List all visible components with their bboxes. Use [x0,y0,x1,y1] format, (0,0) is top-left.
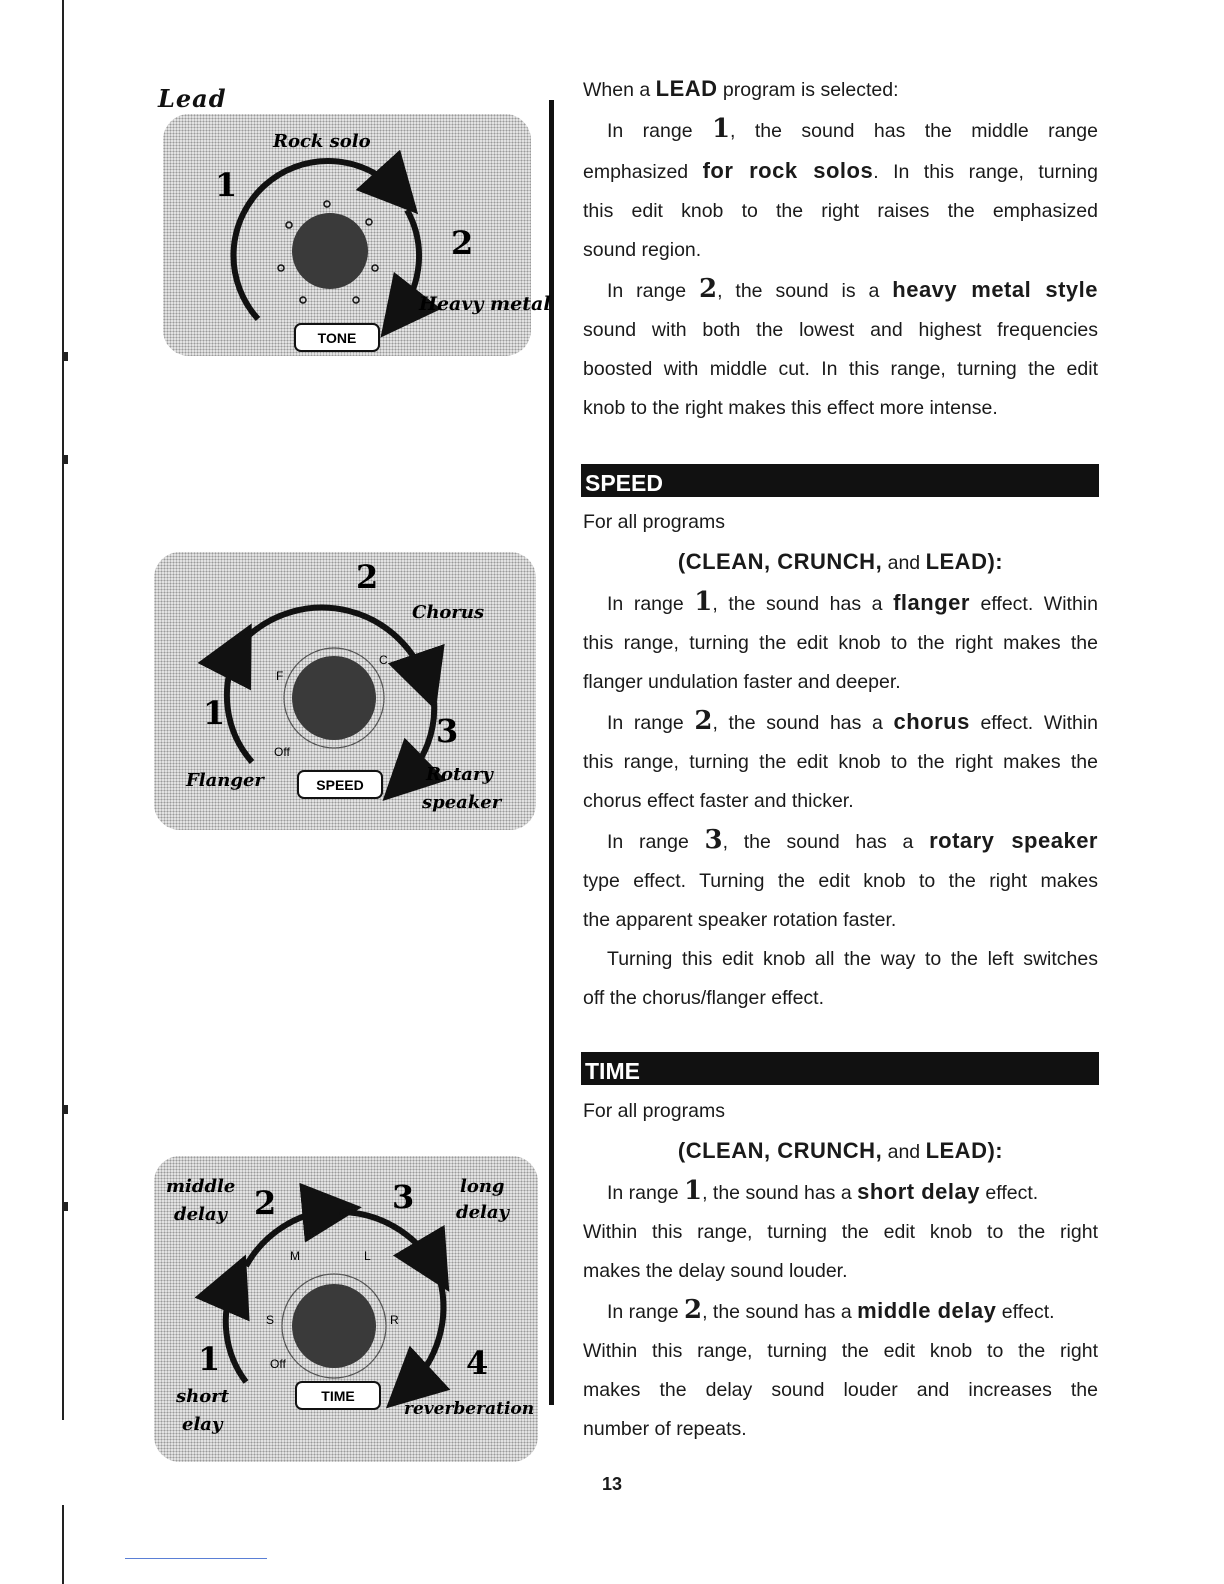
speed-diagram-graphic [154,552,536,830]
range-2-label: 2 [254,1184,277,1222]
short-label: short [176,1386,230,1407]
time-knob-diagram [154,1156,538,1462]
time-for-all: For all programs [583,1100,725,1122]
speed-knob-diagram [154,552,536,830]
range4-arc [408,1280,443,1388]
edge-mark [64,1105,68,1114]
footer-rule [125,1558,267,1559]
speed-banner: SPEED [581,464,1099,497]
range-1-label: 1 [198,1340,221,1378]
lead-range1-line2: emphasized for rock solos. In this range, turning [583,158,1098,183]
speaker-label: speaker [422,792,502,813]
scale-r: R [390,1313,399,1327]
time-range2-line1: In range 2, the sound has a middle delay effect. [607,1295,1055,1325]
speed-button-label: SPEED [316,777,364,793]
lead-heading: Lead [158,84,227,113]
edge-mark [64,1202,68,1211]
time-description [583,1092,1098,1449]
range1-arc [227,650,252,762]
flanger-label: Flanger [186,770,264,791]
middle-label: middle [166,1176,236,1197]
time-diagram-graphic [154,1156,538,1462]
time-range1-line1: In range 1, the sound has a short delay effect. [607,1176,1039,1206]
range-3-label: 3 [436,712,459,750]
tone-diagram-graphic [163,114,551,356]
tone-button-label: TONE [317,330,357,346]
scale-off: Off [270,1357,286,1371]
speed-range2-line1: In range 2, the sound has a chorus effect. Within [607,706,1099,736]
range-1-label: 1 [215,166,238,204]
long-delay-label: delay [456,1202,509,1223]
edge-mark [64,455,68,464]
page-number: 13 [601,1474,623,1494]
time-programs: (CLEAN, CRUNCH, and LEAD): [677,1138,1004,1163]
time-range2-line4: number of repeats. [583,1418,747,1440]
time-banner: TIME [581,1052,1099,1085]
lead-range2-line3: boosted with middle cut. In this range, turning the edit [583,358,1098,380]
range-1-label: 1 [203,694,226,732]
speed-knob [292,656,376,740]
speed-range2-line3: chorus effect faster and thicker. [583,790,854,812]
reverberation-label: reverberation [404,1399,535,1419]
scale-off: Off [274,745,290,759]
lead-range2-line1: In range 2, the sound is a heavy metal style [607,274,1098,304]
lead-range1-line3: this edit knob to the right raises the emphasized [583,200,1098,222]
long-label: long [460,1176,505,1197]
tone-knob [292,213,368,289]
speed-range1-line3: flanger undulation faster and deeper. [583,671,901,693]
heavy-metal-label: Heavy metal [419,293,551,315]
range-3-label: 3 [392,1178,415,1216]
range1-arc [226,1282,246,1382]
speed-programs: (CLEAN, CRUNCH, and LEAD): [677,549,1004,574]
speed-range3-line1: In range 3, the sound has a rotary speaker [607,825,1098,855]
range2-arc [399,210,419,314]
time-knob [292,1284,376,1368]
speed-range1-line2: this range, turning the edit knob to the right makes the [583,632,1098,654]
range-2-label: 2 [356,558,379,596]
lead-intro: When a LEAD program is selected: [583,76,899,101]
speed-description [583,503,1098,1018]
rock-solo-label: Rock solo [273,131,371,152]
range-4-label: 4 [466,1344,489,1382]
lead-range1-line1: In range 1, the sound has the middle range [607,114,1098,144]
tone-knob-diagram [163,114,551,356]
scale-l: L [364,1249,371,1263]
scale-m: M [290,1249,300,1263]
speed-range3-line2: type effect. Turning the edit knob to the right makes [583,870,1098,892]
lead-range1-line4: sound region. [583,239,702,261]
lead-range2-line2: sound with both the lowest and highest frequencies [583,319,1098,341]
speed-range1-line1: In range 1, the sound has a flanger effect. Within [607,587,1098,617]
speed-range2-line2: this range, turning the edit knob to the right makes the [583,751,1098,773]
speed-for-all: For all programs [583,511,725,533]
scale-c: C [379,653,388,667]
chorus-label: Chorus [412,602,485,623]
scale-s: S [266,1313,275,1327]
time-range1-line2: Within this range, turning the edit knob to the right [583,1221,1098,1243]
range3-arc [340,1212,434,1266]
lead-description [583,69,1098,428]
middle-delay-label: delay [174,1204,227,1225]
short-delay-label: elay [182,1414,223,1435]
time-range1-line3: makes the delay sound louder. [583,1260,848,1282]
time-range2-line3: makes the delay sound louder and increases the [583,1379,1098,1401]
speed-off-line2: off the chorus/flanger effect. [583,987,825,1009]
speed-range3-line3: the apparent speaker rotation faster. [583,909,897,931]
lead-range2-line4: knob to the right makes this effect more intense. [583,397,998,419]
page-left-edge-lower [62,1505,64,1584]
scale-f: F [276,669,284,683]
time-button-label: TIME [321,1388,355,1404]
speed-off-line1: Turning this edit knob all the way to the left switches [607,948,1098,970]
time-range2-line2: Within this range, turning the edit knob to the right [583,1340,1098,1362]
rotary-label: Rotary [426,764,493,785]
range-2-label: 2 [451,224,474,262]
edge-mark [64,352,68,361]
